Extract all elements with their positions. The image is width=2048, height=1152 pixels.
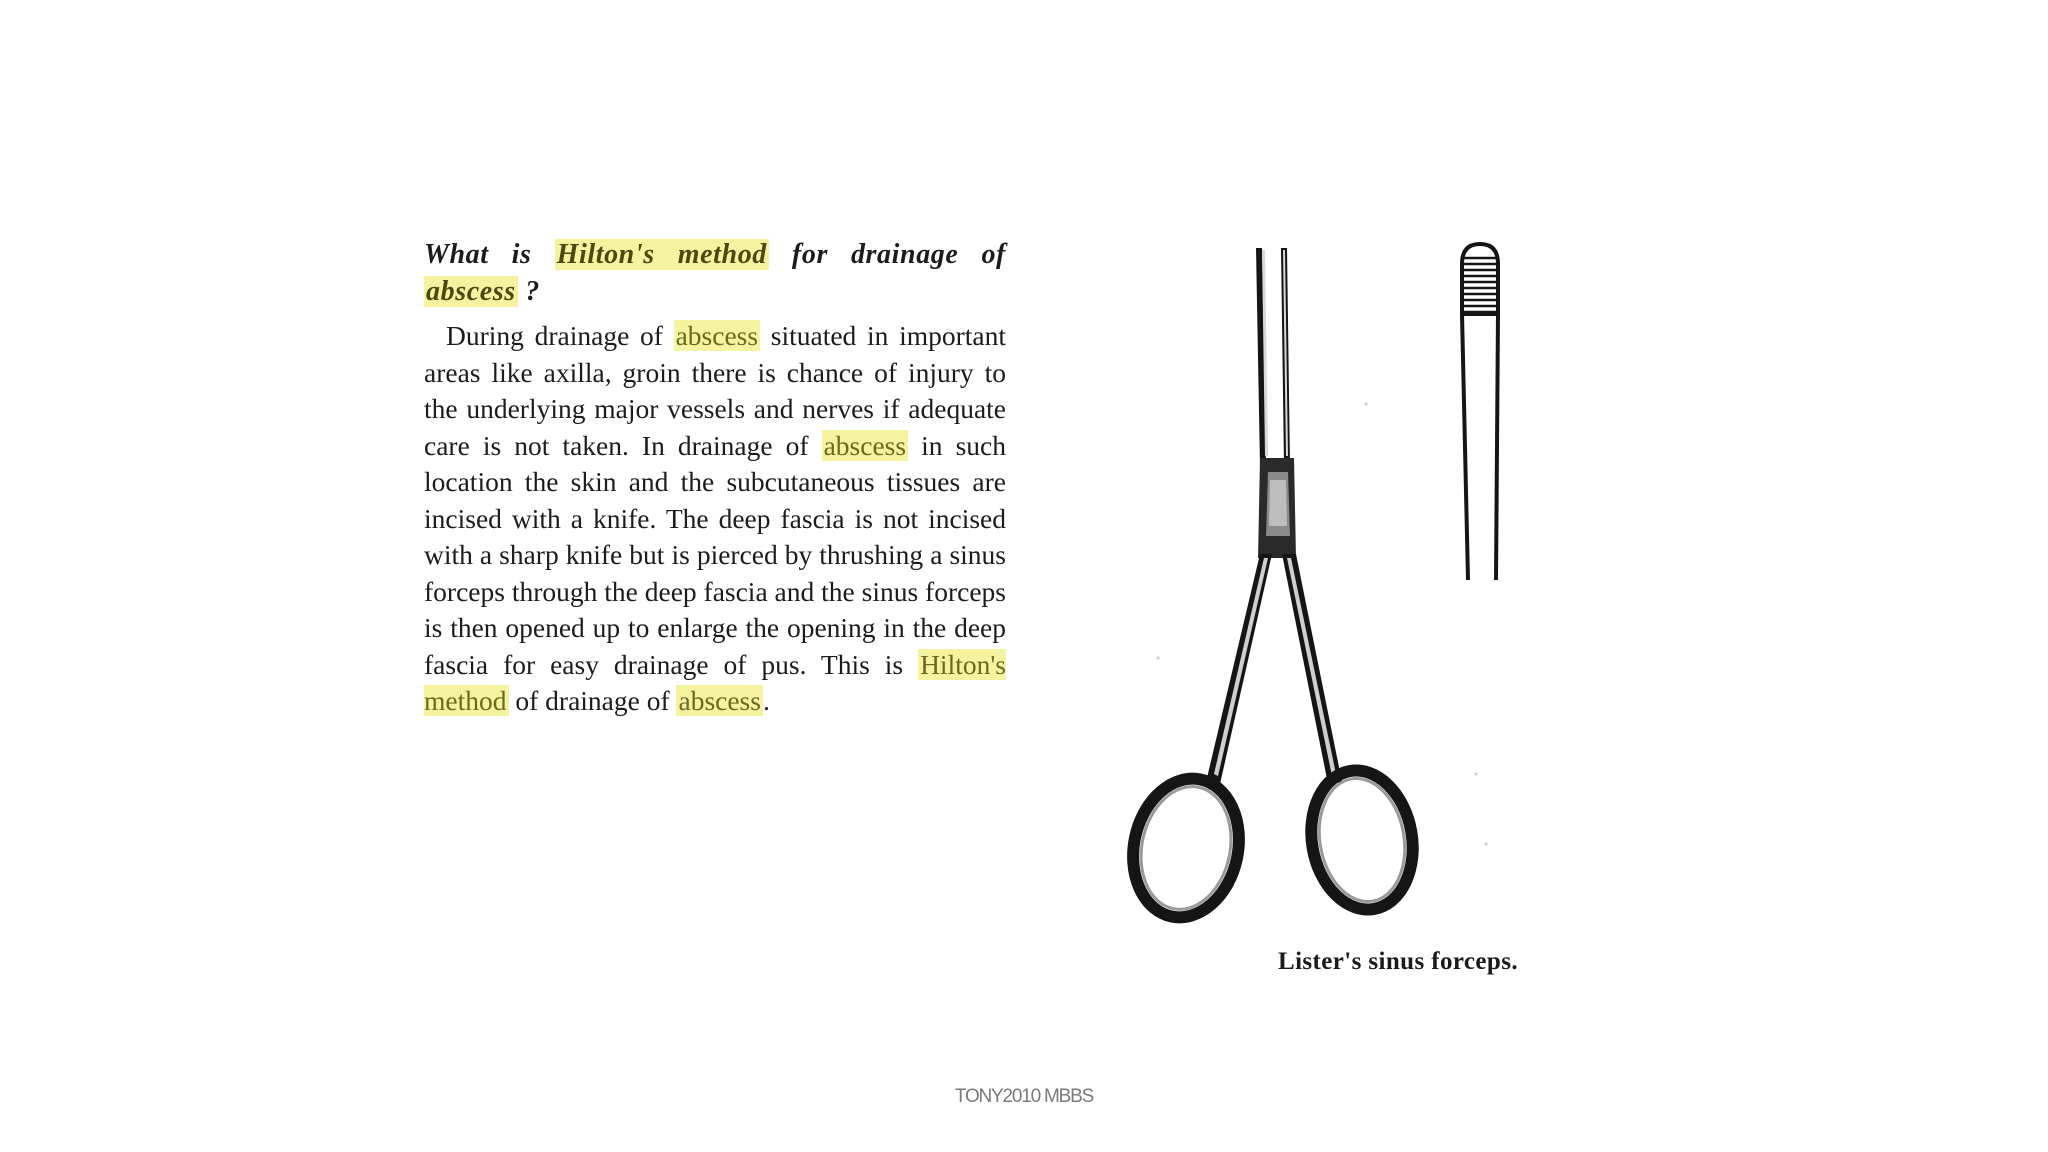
question-middle: for drainage of xyxy=(768,239,1006,270)
question-prefix: What is xyxy=(424,239,555,270)
answer-part-4: of drainage of xyxy=(508,685,677,716)
question-suffix: ? xyxy=(517,276,540,307)
slide-footer: TONY2010 MBBS xyxy=(954,1086,1094,1107)
answer-highlight-abscess-2: abscess xyxy=(823,429,907,461)
question-highlight-hiltons-method: Hilton's method xyxy=(556,239,767,270)
forceps-jaw-detail xyxy=(1462,244,1498,580)
answer-part-2: situated in important areas like axilla, groin there is chance of injury to the underlying major vessels and nerves if adequate care is not taken. In drainage of xyxy=(424,320,1006,461)
question-heading xyxy=(424,236,1006,310)
answer-highlight-hiltons-method: Hilton's method xyxy=(424,648,1006,716)
answer-highlight-abscess-1: abscess xyxy=(675,320,759,351)
answer-part-1: During drainage of xyxy=(446,320,674,351)
question-highlight-abscess: abscess xyxy=(426,276,516,307)
sinus-forceps-figure xyxy=(1110,236,1580,936)
sinus-forceps-illustration xyxy=(1110,236,1580,936)
figure-caption: Lister's sinus forceps. xyxy=(1278,948,1518,975)
answer-part-5: . xyxy=(762,685,770,716)
answer-paragraph xyxy=(424,318,1006,720)
answer-highlight-abscess-3: abscess xyxy=(678,685,761,716)
text-block xyxy=(424,236,1006,720)
answer-part-3: in such location the skin and the subcutaneous tissues are incised with a knife. The deep fascia is not incised with a sharp knife but is pierced by thrushing a sinus forceps through the deep fascia and the sinus forceps is then opened up to enlarge the opening in the deep fascia for easy drainage of pus. This is xyxy=(424,429,1006,680)
